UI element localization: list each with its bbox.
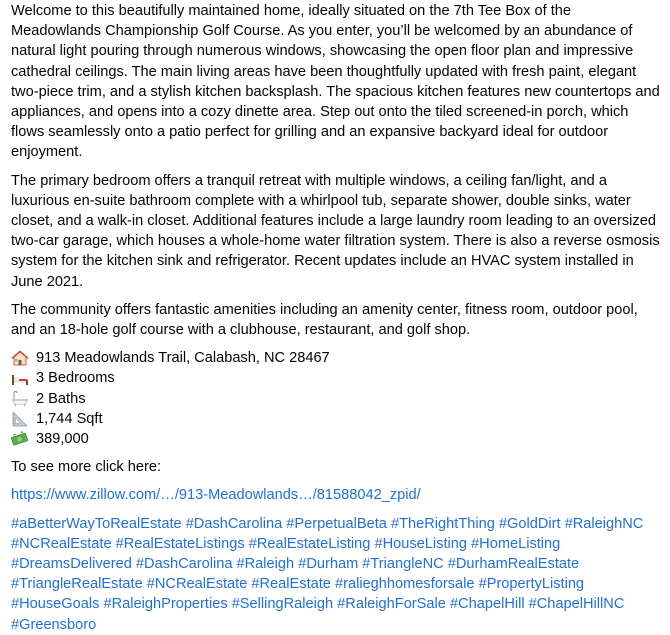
hashtag-link[interactable]: #GoldDirt [498,515,561,532]
hashtag-link[interactable]: #NCRealEstate [146,576,248,593]
hashtag-link[interactable]: #HouseListing [374,535,467,552]
fact-bedrooms-text: 3 Bedrooms [36,370,115,387]
hashtag-link[interactable]: #DashCarolina [185,515,283,532]
hashtag-link[interactable]: #DashCarolina [135,556,233,572]
fact-baths-text: 2 Baths [36,390,86,407]
hashtag-link[interactable]: #RealEstate [251,576,331,593]
hashtag-link[interactable]: #ralieghhomesforsale [334,576,475,593]
hashtag-link[interactable]: #aBetterWayToRealEstate [11,515,182,532]
post-body [11,1,663,635]
hashtag-link[interactable]: #DreamsDelivered [11,556,132,572]
triangular-ruler-icon [11,411,29,427]
fact-baths [11,389,663,409]
fact-address [11,348,663,368]
hashtag-link[interactable]: #RaleighNC [564,515,644,532]
zillow-listing-link[interactable]: https://www.zillow.com/…/913-Meadowlands…/81588042_zpid/ [11,487,421,504]
bed-icon [11,371,29,387]
hashtag-link[interactable]: #Raleigh [236,556,295,572]
cta-text: To see more click here: [11,459,162,476]
hashtag-link[interactable]: #SellingRaleigh [231,596,334,613]
hashtag-link[interactable]: #PerpetualBeta [286,515,387,532]
hashtag-list [11,514,663,635]
hashtag-link[interactable]: #HomeListing [471,535,561,552]
hashtag-link[interactable]: #ChapelHill [449,596,525,613]
house-icon [11,350,29,366]
hashtag-link[interactable]: #PropertyListing [478,576,585,593]
url-line [11,485,663,505]
hashtag-link[interactable]: #TriangleNC [362,556,444,572]
hashtag-link[interactable]: #ChapelHillNC [528,596,625,613]
property-facts [11,348,663,449]
hashtag-link[interactable]: #TriangleRealEstate [11,576,143,593]
hashtag-link[interactable]: #DurhamRealEstate [447,556,580,572]
hashtag-link[interactable]: #NCRealEstate [11,535,112,552]
description-paragraph-2: The primary bedroom offers a tranquil retreat with multiple windows, a ceiling fan/light, and a luxurious en-suite bathroom complete with a whirlpool tub, separate shower, double sinks, water closet, and a walk-in closet. Additional features include a large laundry room leading to an oversized two-car garage, which houses a whole-home water filtration system. There is also a reverse osmosis system for the kitchen sink and refrigerator. Recent updates include an HVAC system installed in June 2021. [11,172,660,290]
description-paragraph-1: Welcome to this beautifully maintained home, ideally situated on the 7th Tee Box of the Meadowlands Championship Golf Course. As you enter, you’ll be welcomed by an abundance of natural light pouring through numerous windows, showcasing the open floor plan and impressive cathedral ceilings. The main living areas have been thoughtfully updated with fresh paint, elegant two-piece trim, and a stylish kitchen backsplash. The spacious kitchen features new countertops and appliances, and opens into a cozy dinette area. Step out onto the tiled screened-in porch, which flows seamlessly onto a patio perfect for grilling and an expansive backyard ideal for outdoor enjoyment. [11,3,660,161]
hashtag-link[interactable]: #HouseGoals [11,596,100,613]
hashtag-link[interactable]: #RealEstateListing [248,535,371,552]
description-paragraph-3: The community offers fantastic amenities including an amenity center, fitness room, outdoor pool, and an 18-hole golf course with a clubhouse, restaurant, and golf shop. [11,301,638,339]
hashtag-link[interactable]: #Durham [298,556,359,572]
fact-bedrooms [11,368,663,388]
hashtag-link[interactable]: #Greensboro [11,616,97,633]
fact-sqft [11,409,663,429]
hashtag-link[interactable]: #RaleighForSale [337,596,446,613]
hashtag-link[interactable]: #TheRightThing [390,515,495,532]
bathtub-icon [11,391,29,407]
money-icon [11,431,29,447]
fact-address-text: 913 Meadowlands Trail, Calabash, NC 28467 [36,350,330,367]
fact-sqft-text: 1,744 Sqft [36,410,103,427]
hashtag-link[interactable]: #RealEstateListings [115,535,245,552]
fact-price [11,429,663,449]
hashtag-link[interactable]: #RaleighProperties [103,596,228,613]
fact-price-text: 389,000 [36,431,89,447]
